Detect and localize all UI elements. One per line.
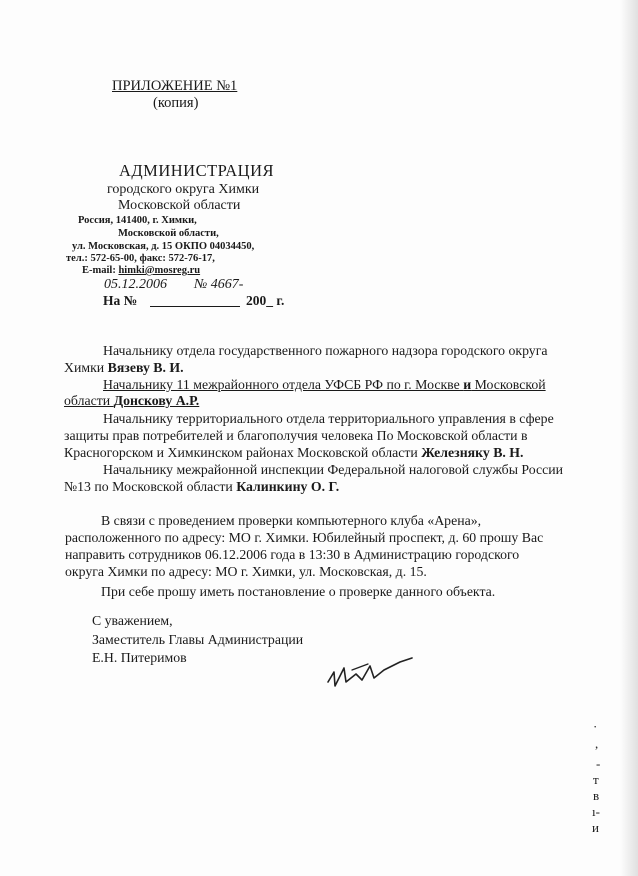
margin-mark: и	[592, 820, 599, 835]
addressee-line: Начальнику межрайонной инспекции Федеральной налоговой службы России	[103, 462, 564, 477]
addressee-line	[64, 480, 339, 494]
document-date: 05.12.2006	[104, 277, 167, 292]
body-line: направить сотрудников 06.12.2006 года в 13:30 в Администрацию городского	[65, 547, 520, 562]
addressee-text: Московской	[471, 377, 546, 392]
appendix-subtitle: (копия)	[153, 95, 199, 111]
addressee-text: Химки	[64, 360, 108, 375]
addressee-line: Начальнику отдела государственного пожарного надзора городского округа	[103, 343, 548, 358]
sender-org-line: городского округа Химки	[107, 182, 260, 197]
addressee-name: Калинкину О. Г.	[236, 479, 340, 494]
addressee-line: защиты прав потребителей и благополучия человека По Московской области в	[64, 428, 528, 443]
sender-address-line: ул. Московская, д. 15 ОКПО 04034450,	[72, 241, 255, 252]
margin-mark: ,	[595, 736, 599, 751]
body-line: округа Химки по адресу: МО г. Химки, ул. Московская, д. 15.	[65, 564, 427, 579]
margin-mark: т	[593, 772, 599, 787]
body-line: В связи с проведением проверки компьютерного клуба «Арена»,	[101, 513, 482, 528]
sender-address-line: Россия, 141400, г. Химки,	[78, 215, 197, 226]
addressee-line	[103, 378, 546, 392]
handwritten-signature	[322, 652, 417, 692]
margin-mark: ı-	[592, 804, 600, 819]
reference-blank-line	[150, 306, 240, 307]
email-address: himki@mosreg.ru	[118, 265, 201, 276]
sender-address-line: тел.: 572-65-00, факс: 572-76-17,	[66, 253, 215, 264]
reference-label: На №	[103, 293, 138, 308]
document-number: № 4667-	[194, 277, 244, 292]
margin-mark: -	[596, 756, 601, 771]
addressee-line: Начальнику территориального отдела территориального управления в сфере	[103, 411, 554, 426]
addressee-name: Железняку В. Н.	[421, 445, 524, 460]
signatory-position: Заместитель Главы Администрации	[92, 632, 304, 647]
sender-address-line: Московской области,	[118, 228, 219, 239]
scan-edge-shadow	[620, 0, 638, 876]
appendix-title: ПРИЛОЖЕНИЕ №1	[112, 78, 238, 94]
reference-year: 200_ г.	[246, 293, 285, 308]
addressee-text-bold: и	[463, 377, 472, 392]
addressee-text: области	[64, 393, 114, 408]
sender-org-name: АДМИНИСТРАЦИЯ	[119, 161, 274, 180]
addressee-name: Вязеву В. И.	[107, 360, 184, 375]
body-line: расположенного по адресу: МО г. Химки. Юбилейный проспект, д. 60 прошу Вас	[65, 530, 544, 545]
addressee-line	[64, 361, 184, 375]
addressee-line	[64, 394, 199, 408]
margin-mark: ·	[593, 719, 598, 734]
addressee-text: №13 по Московской области	[64, 479, 237, 494]
addressee-line	[64, 446, 524, 460]
sender-email-line	[82, 266, 200, 277]
sender-org-line: Московской области	[118, 198, 241, 213]
margin-mark: в	[593, 788, 600, 803]
email-label: E-mail:	[82, 265, 116, 276]
addressee-text: Начальнику 11 межрайонного отдела УФСБ РФ по г. Москве	[103, 377, 464, 392]
body-line: При себе прошу иметь постановление о проверке данного объекта.	[101, 584, 496, 599]
closing-regards: С уважением,	[92, 613, 173, 628]
addressee-name: Донскову А.Р.	[113, 393, 200, 408]
signatory-name: Е.Н. Питеримов	[92, 650, 187, 665]
addressee-text: Красногорском и Химкинском районах Московской области	[64, 445, 422, 460]
